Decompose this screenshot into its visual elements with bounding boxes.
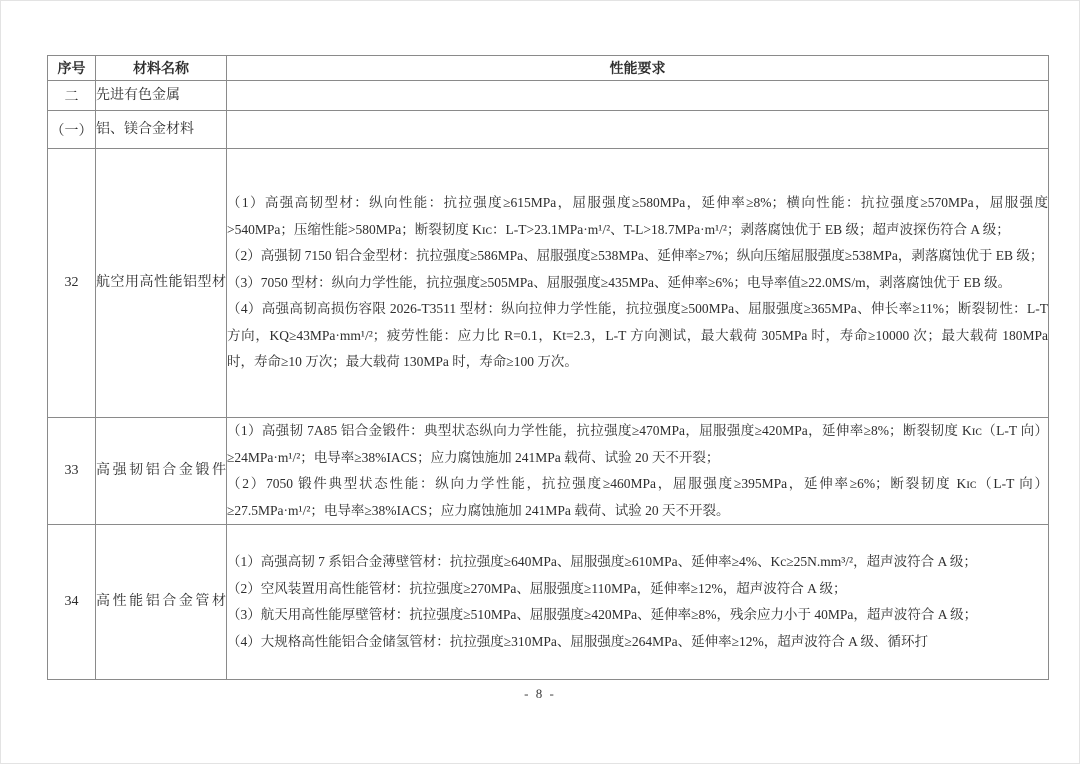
page-number: - 8 - (524, 686, 556, 701)
header-index: 序号 (48, 56, 96, 81)
header-performance: 性能要求 (227, 56, 1049, 81)
cell-index: （一） (48, 111, 96, 149)
performance-item: （1）高强高韧 7 系铝合金薄壁管材：抗拉强度≥640MPa、屈服强度≥610MPa、延伸率≥4%、Kc≥25N.mm³/²，超声波符合 A 级； (227, 554, 977, 570)
cell-index: 33 (48, 418, 96, 525)
cell-material-name: 铝、镁合金材料 (96, 111, 227, 149)
table-row-34 (48, 525, 1049, 680)
cell-material-name: 先进有色金属 (96, 81, 227, 111)
performance-item: （2）7050 锻件典型状态性能：纵向力学性能，抗拉强度≥460MPa，屈服强度≥395MPa，延伸率≥6%；断裂韧度 Kɪᴄ（L-T 向）≥27.5MPa·m¹/²；电导率≥38%IACS；应力腐蚀施加 241MPa 载荷、试验 20 天不开裂。 (227, 476, 1048, 518)
cell-material-name: 高性能铝合金管材 (96, 525, 227, 680)
performance-item: （1）高强韧 7A85 铝合金锻件：典型状态纵向力学性能，抗拉强度≥470MPa，屈服强度≥420MPa，延伸率≥8%；断裂韧度 Kɪᴄ（L-T 向）≥24MPa·m¹/²；电导率≥38%IACS；应力腐蚀施加 241MPa 载荷、试验 20 天不开裂； (227, 423, 1048, 465)
performance-item: （3）航天用高性能厚壁管材：抗拉强度≥510MPa、屈服强度≥420MPa、延伸率≥8%，残余应力小于 40MPa，超声波符合 A 级； (227, 607, 978, 623)
cell-index: 34 (48, 525, 96, 680)
performance-item: （1）高强高韧型材：纵向性能：抗拉强度≥615MPa，屈服强度≥580MPa，延伸率≥8%；横向性能：抗拉强度≥570MPa，屈服强度>540MPa；压缩性能>580MPa；断裂韧度 Kɪᴄ：L-T>23.1MPa·m¹/²、T-L>18.7MPa·m¹/²；剥落腐蚀优于 EB 级；超声波探伤符合 A 级； (227, 194, 1048, 237)
table-row-33 (48, 418, 1049, 525)
performance-item: （2）高强韧 7150 铝合金型材：抗拉强度≥586MPa、屈服强度≥538MPa、延伸率≥7%；纵向压缩屈服强度≥538MPa，剥落腐蚀优于 EB 级； (227, 248, 1044, 264)
cell-performance (227, 418, 1049, 525)
performance-item: （3）7050 型材：纵向力学性能，抗拉强度≥505MPa、屈服强度≥435MPa、延伸率≥6%；电导率值≥22.0MS/m，剥落腐蚀优于 EB 级。 (227, 274, 1012, 290)
cell-performance (227, 149, 1049, 418)
header-material-name: 材料名称 (96, 56, 227, 81)
cell-material-name: 高强韧铝合金锻件 (96, 418, 227, 525)
table-header-row (48, 56, 1049, 81)
performance-item: （4）高强高韧高损伤容限 2026-T3511 型材：纵向拉伸力学性能，抗拉强度≥500MPa、屈服强度≥365MPa、伸长率≥11%；断裂韧性：L-T 方向，KQ≥43MPa·mm¹/²；疲劳性能：应力比 R=0.1，Kt=2.3，L-T 方向测试，最大载荷 305MPa 时，寿命≥10000 次；最大载荷 180MPa 时，寿命≥10 万次；最大载荷 130MPa 时，寿命≥100 万次。 (227, 301, 1048, 370)
table-row-section (48, 81, 1049, 111)
materials-table (47, 55, 1049, 680)
table-row-subsection (48, 111, 1049, 149)
cell-material-name: 航空用高性能铝型材 (96, 149, 227, 418)
cell-performance (227, 111, 1049, 149)
cell-index: 二 (48, 81, 96, 111)
table-row-32 (48, 149, 1049, 418)
cell-performance (227, 525, 1049, 680)
performance-item: （4）大规格高性能铝合金储氢管材：抗拉强度≥310MPa、屈服强度≥264MPa、延伸率≥12%，超声波符合 A 级、循环打 (227, 633, 928, 649)
cell-performance (227, 81, 1049, 111)
cell-index: 32 (48, 149, 96, 418)
performance-item: （2）空风装置用高性能管材：抗拉强度≥270MPa、屈服强度≥110MPa，延伸率≥12%，超声波符合 A 级； (227, 580, 847, 596)
